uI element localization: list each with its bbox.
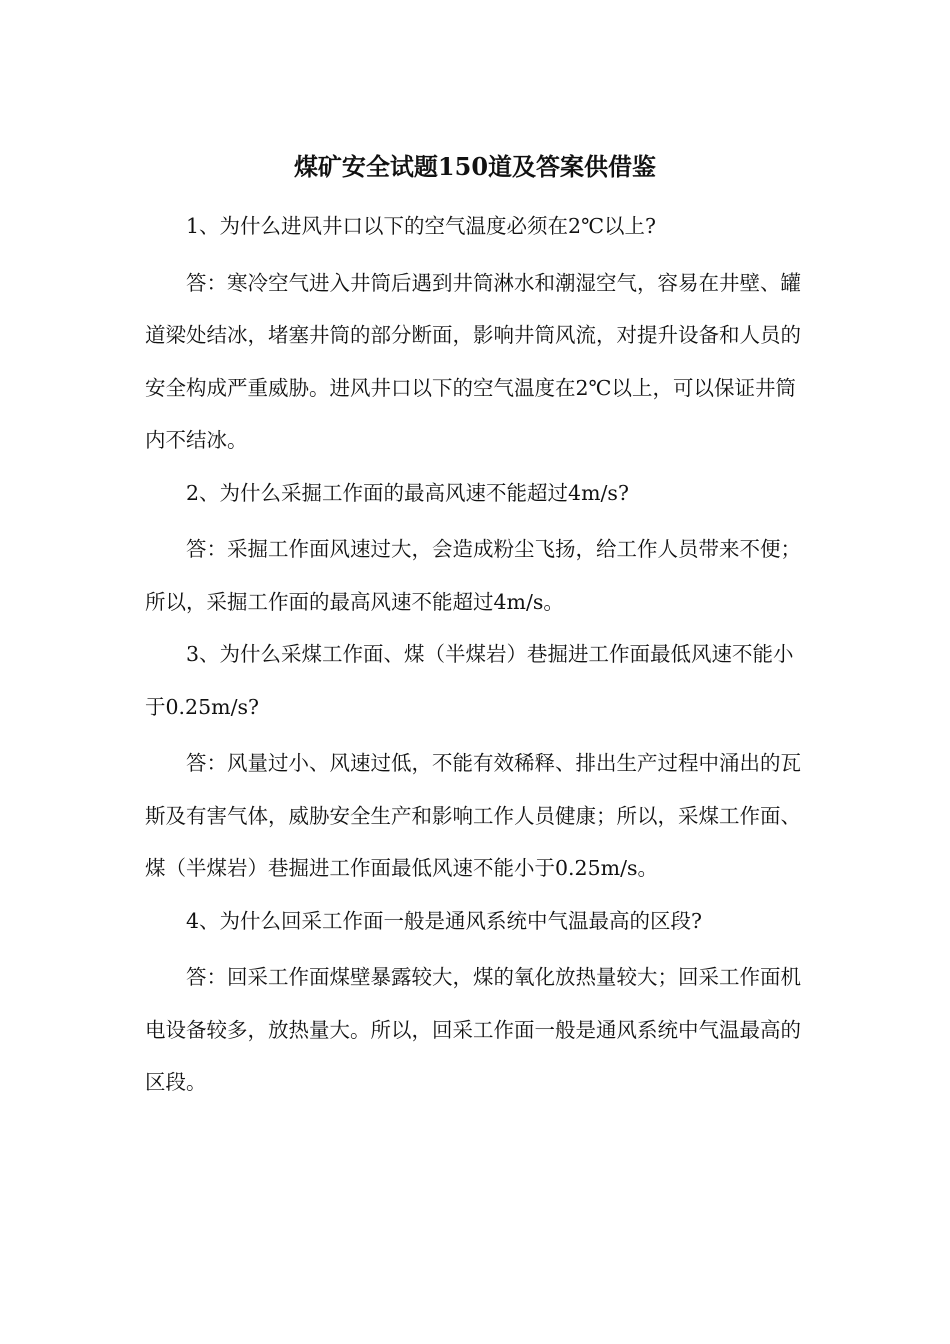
qa-item-2 [145,467,810,629]
answer-text: 答：回采工作面煤壁暴露较大，煤的氧化放热量较大；回采工作面机电设备较多，放热量大。所以，回采工作面一般是通风系统中气温最高的区段。 [145,965,801,1094]
question-text: 4、为什么回采工作面一般是通风系统中气温最高的区段? [186,908,703,933]
document-body [145,200,810,1109]
qa-item-4 [145,895,810,1109]
answer-text: 答：寒冷空气进入井筒后遇到井筒淋水和潮湿空气，容易在井壁、罐道梁处结冰，堵塞井筒的部分断面，影响井筒风流，对提升设备和人员的安全构成严重威胁。进风井口以下的空气温度在2℃以上，可以保证井筒内不结冰。 [145,270,801,452]
question-text: 1、为什么进风井口以下的空气温度必须在2℃以上? [186,214,657,238]
qa-item-1 [145,200,810,467]
qa-item-3 [145,628,810,895]
answer-text: 答：采掘工作面风速过大，会造成粉尘飞扬，给工作人员带来不便；所以，采掘工作面的最高风速不能超过4m/s。 [145,537,801,614]
document-title: 煤矿安全试题150道及答案供借鉴 [293,152,657,181]
question-text: 3、为什么采煤工作面、煤（半煤岩）巷掘进工作面最低风速不能小于0.25m/s? [145,642,794,719]
answer-text: 答：风量过小、风速过低，不能有效稀释、排出生产过程中涌出的瓦斯及有害气体，威胁安全生产和影响工作人员健康；所以，采煤工作面、煤（半煤岩）巷掘进工作面最低风速不能小于0.25m/s。 [145,751,801,880]
question-text: 2、为什么采掘工作面的最高风速不能超过4m/s? [186,480,629,505]
